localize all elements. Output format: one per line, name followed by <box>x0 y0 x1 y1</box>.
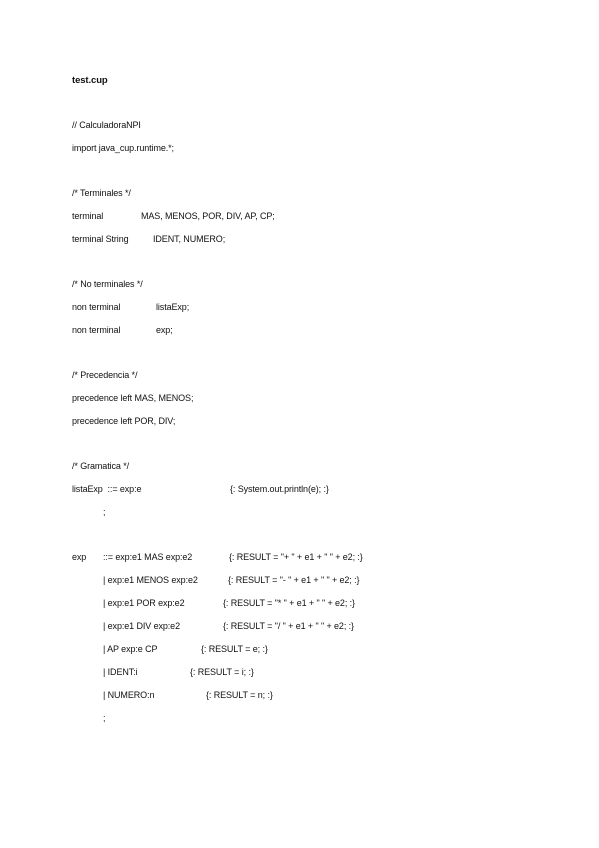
comment-line: /* Terminales */ <box>72 188 131 198</box>
code-production: | AP exp:e CP <box>103 644 158 654</box>
code-keyword: terminal <box>72 211 104 221</box>
code-production: | exp:e1 POR exp:e2 <box>103 598 185 608</box>
comment-line: /* Gramatica */ <box>72 461 130 471</box>
code-terminator: ; <box>103 713 106 723</box>
code-production: | IDENT:i <box>103 667 138 677</box>
code-action: {: RESULT = n; :} <box>206 690 273 700</box>
code-keyword: non terminal <box>72 325 121 335</box>
code-text: listaExp; <box>156 302 190 312</box>
code-action: {: RESULT = i; :} <box>190 667 254 677</box>
document-title: test.cup <box>72 75 108 86</box>
code-production: | exp:e1 DIV exp:e2 <box>103 621 180 631</box>
code-production: | NUMERO:n <box>103 690 155 700</box>
code-action: {: RESULT = "+ " + e1 + " " + e2; :} <box>229 552 363 562</box>
code-line: precedence left MAS, MENOS; <box>72 393 194 403</box>
code-rule: exp <box>72 552 87 562</box>
code-production: ::= exp:e1 MAS exp:e2 <box>103 552 193 562</box>
code-text: exp; <box>156 325 173 335</box>
code-production: | exp:e1 MENOS exp:e2 <box>103 575 198 585</box>
code-keyword: terminal String <box>72 234 129 244</box>
code-action: {: RESULT = "* " + e1 + " " + e2; :} <box>223 598 355 608</box>
code-action: {: RESULT = e; :} <box>201 644 268 654</box>
code-text: IDENT, NUMERO; <box>153 234 226 244</box>
comment-line: /* No terminales */ <box>72 279 143 289</box>
code-action: {: RESULT = "- " + e1 + " " + e2; :} <box>228 575 360 585</box>
code-action: {: System.out.println(e); :} <box>230 484 329 494</box>
code-action: {: RESULT = "/ " + e1 + " " + e2; :} <box>223 621 354 631</box>
code-terminator: ; <box>103 507 106 517</box>
code-line: precedence left POR, DIV; <box>72 416 176 426</box>
comment-line: // CalculadoraNPI <box>72 120 141 130</box>
code-rule: listaExp ::= exp:e <box>72 484 142 494</box>
comment-line: /* Precedencia */ <box>72 370 138 380</box>
import-line: import java_cup.runtime.*; <box>72 143 174 153</box>
code-keyword: non terminal <box>72 302 121 312</box>
code-text: MAS, MENOS, POR, DIV, AP, CP; <box>141 211 275 221</box>
